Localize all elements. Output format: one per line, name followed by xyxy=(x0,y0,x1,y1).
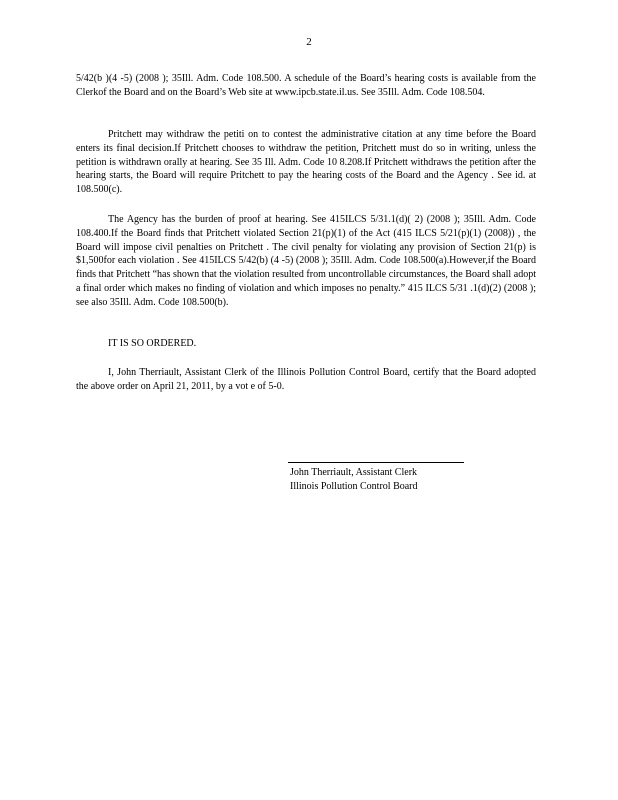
paragraph-withdraw-petition: Pritchett may withdraw the petiti on to contest the administrative citation at any time before the Board enters its final decision.If Pritchett chooses to withdraw the petition, Pritchett must do so in writing, unless the petition is withdrawn orally at hearing. See 35 Ill. Adm. Code 10 8.208.If Pritchett withdraws the petition after the hearing starts, the Board will require Pritchett to pay the hearing costs of the Board and the Agency . See id. at 108.500(c). xyxy=(76,129,536,196)
paragraph-hearing-costs: 5/42(b )(4 -5) (2008 ); 35Ill. Adm. Code 108.500. A schedule of the Board’s hearing costs is available from the Clerkof the Board and on the Board’s Web site at www.ipcb.state.il.us. See 35Ill. Adm. Code 108.504. xyxy=(76,73,536,98)
paragraph-so-ordered: IT IS SO ORDERED. xyxy=(108,338,197,349)
paragraph-burden-of-proof: The Agency has the burden of proof at hearing. See 415ILCS 5/31.1(d)( 2) (2008 ); 35Ill. Adm. Code 108.400.If the Board finds that Pritchett violated Section 21(p)(1) of the Act (415 ILCS 5/21(p)(1) (2008)) , the Board will impose civil penalties on Pritchett . The civil penalty for violating any provision of Section 21(p) is $1,500for each violation . See 415ILCS 5/42(b) (4 -5) (2008 ); 35Ill. Adm. Code 108.500(a).However,if the Board finds that Pritchett “has shown that the violation resulted from uncontrollable circumstances, the Board shall adopt a final order which makes no finding of violation and which imposes no penalty.” 415 ILCS 5/31 .1(d)(2) (2008 ); see also 35Ill. Adm. Code 108.500(b). xyxy=(76,214,536,308)
signature-name-title: John Therriault, Assistant Clerk xyxy=(290,467,418,478)
paragraph-certification: I, John Therriault, Assistant Clerk of the Illinois Pollution Control Board, certify that the Board adopted the above order on April 21, 2011, by a vot e of 5-0. xyxy=(76,367,536,392)
signature-organization: Illinois Pollution Control Board xyxy=(290,481,418,492)
signature-line xyxy=(288,462,464,463)
page-number: 2 xyxy=(306,36,312,48)
